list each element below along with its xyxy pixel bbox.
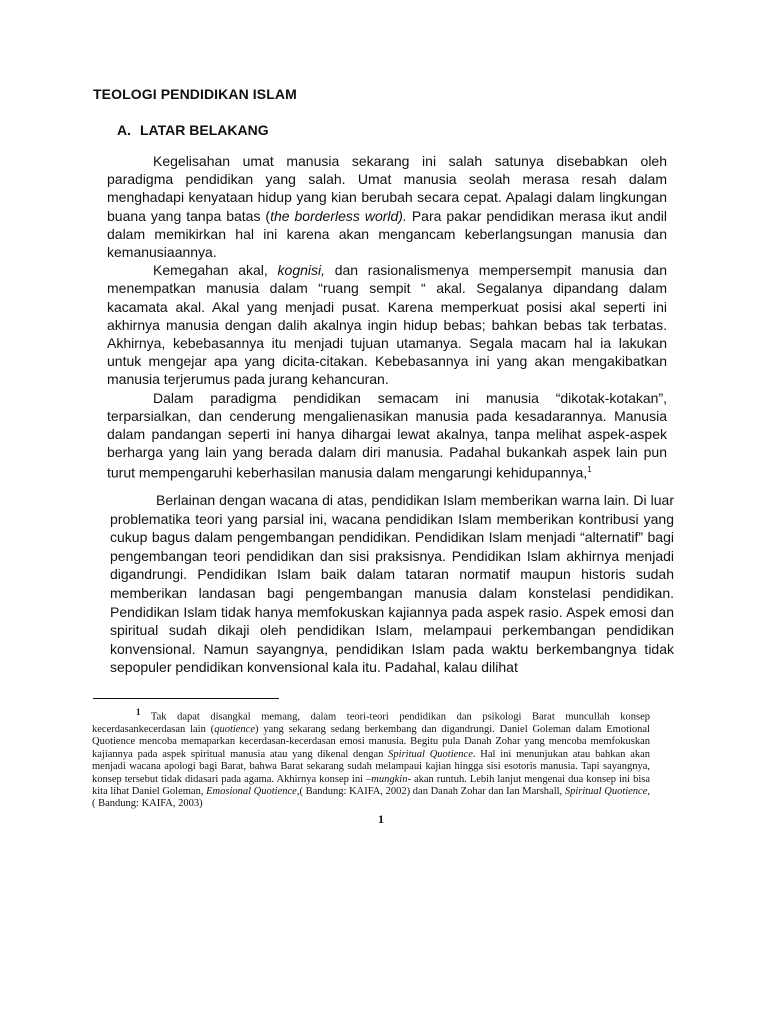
paragraph-2-text-c: dan rasionalismenya mempersempit manusia dan menempatkan manusia dalam “ruang sempit “ akal. Segalanya dipandang dalam kacamata akal. Akal yang menjadi pusat. Karena memperkuat posisi akal seperti ini akhirnya manusia dengan dalih akalnya ingin hidup bebas; bahkan bebas tak terbatas. Akhirnya, kebebasannya itu menjadi tujuan utamanya. Segala macam hal ia lakukan untuk mengejar apa yang dicita-citakan. Kebebasannya ini yang akan mengakibatkan manusia terjerumus pada jurang kehancuran. xyxy=(107,262,667,388)
footnote-text-3: . Hal ini menunjukan atau bahkan akan menjadi wacana apologi bagi Barat, bahwa Barat sekarang sudah melampaui kajian hingga sisi esotoris manusia. Tapi sayangnya, konsep tersebut tidak didasari pada agama. Akhirnya konsep ini – xyxy=(92,748,651,785)
paragraph-3-text: Dalam paradigma pendidikan semacam ini manusia “dikotak-kotakan”, terparsialkan, dan cenderung mengalienasikan manusia pada kesadarannya. Manusia dalam pandangan seperti ini hanya dihargai lewat akalnya, tanpa melihat aspek-aspek berharga yang lain yang berada dalam diri manusia. Padahal bukankah aspek lain pun turut mempengaruhi keberhasilan manusia dalam mengarungi kehidupannya, xyxy=(107,389,667,482)
body-text-continued xyxy=(110,491,674,677)
footnote-marker: 1 xyxy=(136,707,141,717)
footnote-italic-4: Emosional Quotience xyxy=(206,785,297,797)
paragraph-4: Berlainan dengan wacana di atas, pendidikan Islam memberikan warna lain. Di luar problematika teori yang parsial ini, wacana pendidikan Islam memberikan kontribusi yang cukup bagus dalam pengembangan pendidikan. Pendidikan Islam menjadi “alternatif” bagi pengembangan teori pendidikan dan sisi praksisnya. Pendidikan Islam akhirnya menjadi digandrungi. Pendidikan Islam baik dalam tataran normatif maupun historis sudah memberikan landasan bagi pengembangan manusia dalam konstelasi pendidikan. Pendidikan Islam tidak hanya memfokuskan kajiannya pada aspek rasio. Aspek emosi dan spiritual sudah dikaji oleh pendidikan Islam, melampaui perkembangan pendidikan konvensional. Namun sayangnya, pendidikan Islam pada waktu berkembangnya tidak sepopuler pendidikan konvensional kala itu. Padahal, kalau dilihat xyxy=(110,492,674,676)
footnote-text-1: Tak dapat disangkal memang, dalam teori-teori pendidikan dan psikologi Barat muncullah konsep kecerdasankecerdasan lain ( xyxy=(92,711,650,735)
page-number: 1 xyxy=(378,812,384,826)
section-number: A. xyxy=(117,122,131,138)
body-text xyxy=(107,152,667,482)
footnote-italic-3: mungkin xyxy=(371,773,408,785)
footnote-1 xyxy=(92,706,650,811)
paragraph-1-italic: the borderless world). xyxy=(270,207,407,224)
paragraph-1-text-a: Kegelisahan umat manusia sekarang ini salah satunya disebabkan oleh paradigma pendidikan yang salah. Umat manusia seolah merasa resah dalam menghadapi kenyataan hidup yang kian berubah secara cepat. Apalagi dalam lingkungan buana yang tanpa batas ( xyxy=(107,153,667,224)
footnote-italic-2: Spiritual Quotience xyxy=(388,748,473,760)
footnote-text-6: , ( Bandung: KAIFA, 2003) xyxy=(92,785,651,810)
footnote-text-2: ) yang sekarang sedang berkembang dan digandrungi. Daniel Goleman dalam Emotional Quotience mencoba memaparkan kecerdasan-kecerdasan emosi manusia. Begitu pula Danah Zohar yang mencoba memfokuskan kajiannya pada aspek spiritual manusia atau yang dikenal dengan xyxy=(92,723,650,760)
paragraph-1 xyxy=(107,152,667,261)
paragraph-2-italic: kognisi, xyxy=(277,262,325,279)
footnote-italic-5: Spiritual Quotience xyxy=(564,785,648,797)
footnote xyxy=(92,706,650,811)
paragraph-2-text-a: Kemegahan akal, xyxy=(153,262,278,279)
footnote-divider xyxy=(93,698,279,699)
footnote-italic-1: quotience xyxy=(214,723,256,735)
paragraph-1-text-c: Para pakar pendidikan merasa ikut andil dalam memikirkan hal ini karena akan mengancam keberlangsungan manusia dan kemanusiaannya. xyxy=(107,207,667,261)
section-heading xyxy=(117,122,269,138)
footnote-reference[interactable]: 1 xyxy=(587,465,592,475)
paragraph-2 xyxy=(107,261,667,388)
section-title: LATAR BELAKANG xyxy=(140,122,269,138)
document-title: TEOLOGI PENDIDIKAN ISLAM xyxy=(93,86,297,102)
paragraph-3 xyxy=(107,389,667,483)
footnote-text-5: ,( Bandung: KAIFA, 2002) dan Danah Zohar dan Ian Marshall, xyxy=(296,785,565,797)
footnote-text-4: - akan runtuh. Lebih lanjut mengenai dua konsep ini bisa kita lihat Daniel Goleman, xyxy=(92,773,650,797)
